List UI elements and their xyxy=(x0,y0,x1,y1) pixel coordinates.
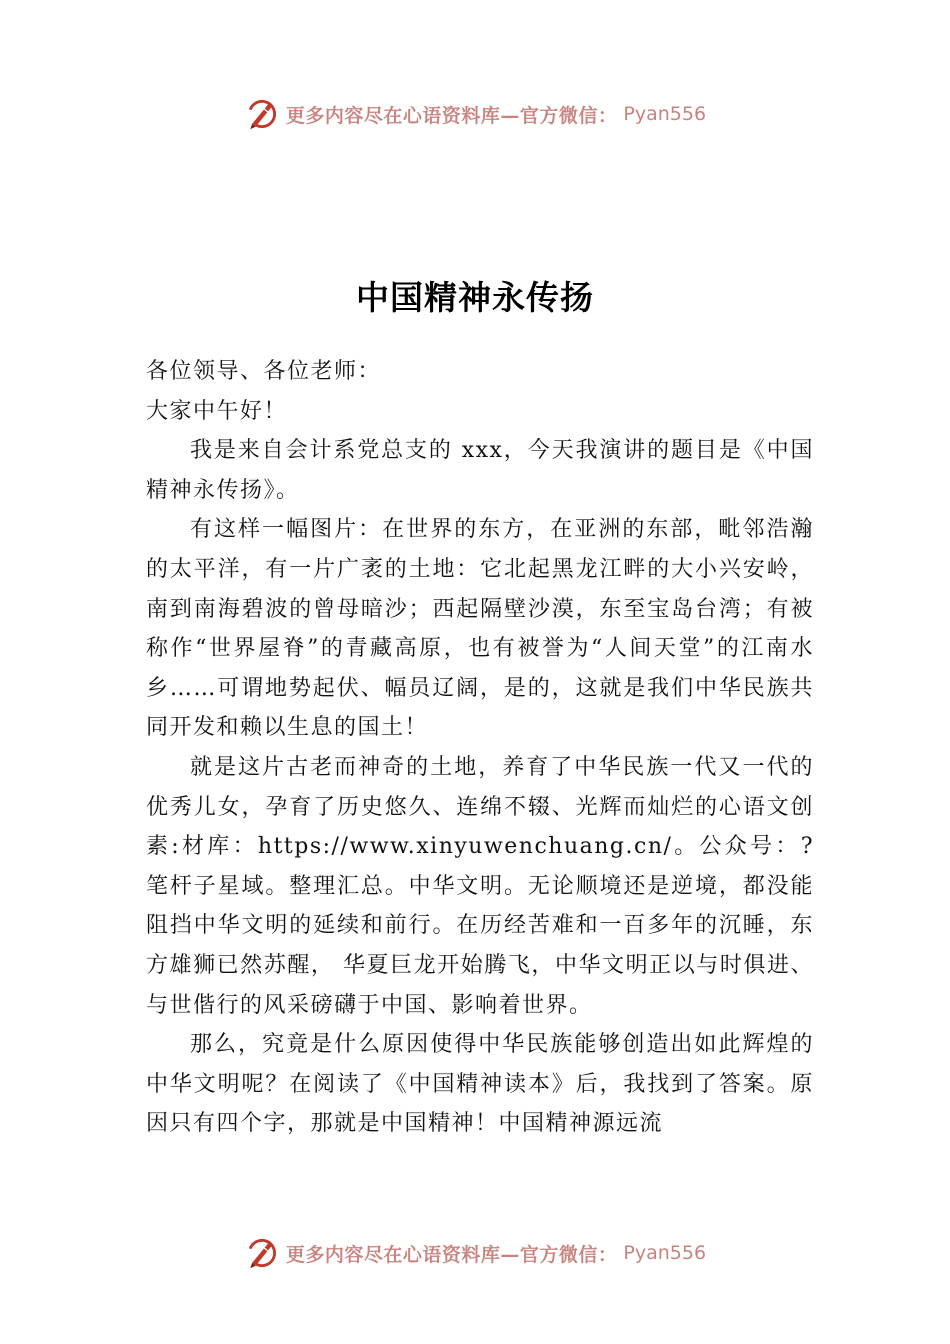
pen-logo-icon xyxy=(244,1235,280,1271)
greeting-line-2: 大家中午好！ xyxy=(146,398,288,424)
paragraph-land: 有这样一幅图片：在世界的东方，在亚洲的东部，毗邻浩瀚的太平洋，有一片广袤的土地：它北起黑龙江畔的大小兴安岭，南到南海碧波的曾母暗沙；西起隔壁沙漠，东至宝岛台湾；有被称作“世界屋脊”的青藏高原，也有被誉为“人间天堂”的江南水乡……可谓地势起伏、幅员辽阔，是的，这就是我们中华民族共同开发和赖以生息的国土！ xyxy=(146,517,814,741)
footer-banner xyxy=(0,1233,950,1273)
paragraph-civilization: 就是这片古老而神奇的土地，养育了中华民族一代又一代的优秀儿女，孕育了历史悠久、连绵不辍、光辉而灿烂的心语文创素:材库：https://www.xinyuwenchuang.cn/。公众号：?笔杆子星域。整理汇总。中华文明。无论顺境还是逆境，都没能阻挡中华文明的延续和前行。在历经苦难和一百多年的沉睡，东方雄狮已然苏醒， 华夏巨龙开始腾飞，中华文明正以与时俱进、与世偕行的风采磅礴于中国、影响着世界。 xyxy=(146,754,814,1018)
pen-logo-icon xyxy=(244,96,280,132)
footer-wechat-id: Pyan556 xyxy=(623,1242,707,1264)
document-title: 中国精神永传扬 xyxy=(356,278,594,317)
paragraph-spirit: 那么，究竟是什么原因使得中华民族能够创造出如此辉煌的中华文明呢？在阅读了《中国精神读本》后，我找到了答案。原因只有四个字，那就是中国精神！中国精神源远流 xyxy=(146,1032,814,1137)
document-body xyxy=(146,352,814,1144)
header-banner xyxy=(0,94,950,134)
header-banner-text: 更多内容尽在心语资料库—官方微信： xyxy=(285,104,618,127)
footer-banner-text: 更多内容尽在心语资料库—官方微信： xyxy=(285,1243,618,1266)
footer-banner-content xyxy=(244,1235,706,1271)
header-wechat-id: Pyan556 xyxy=(623,103,707,125)
header-banner-content xyxy=(244,96,706,132)
paragraph-intro: 我是来自会计系党总支的 xxx，今天我演讲的题目是《中国精神永传扬》。 xyxy=(146,438,814,503)
greeting-line-1: 各位领导、各位老师： xyxy=(146,359,382,384)
